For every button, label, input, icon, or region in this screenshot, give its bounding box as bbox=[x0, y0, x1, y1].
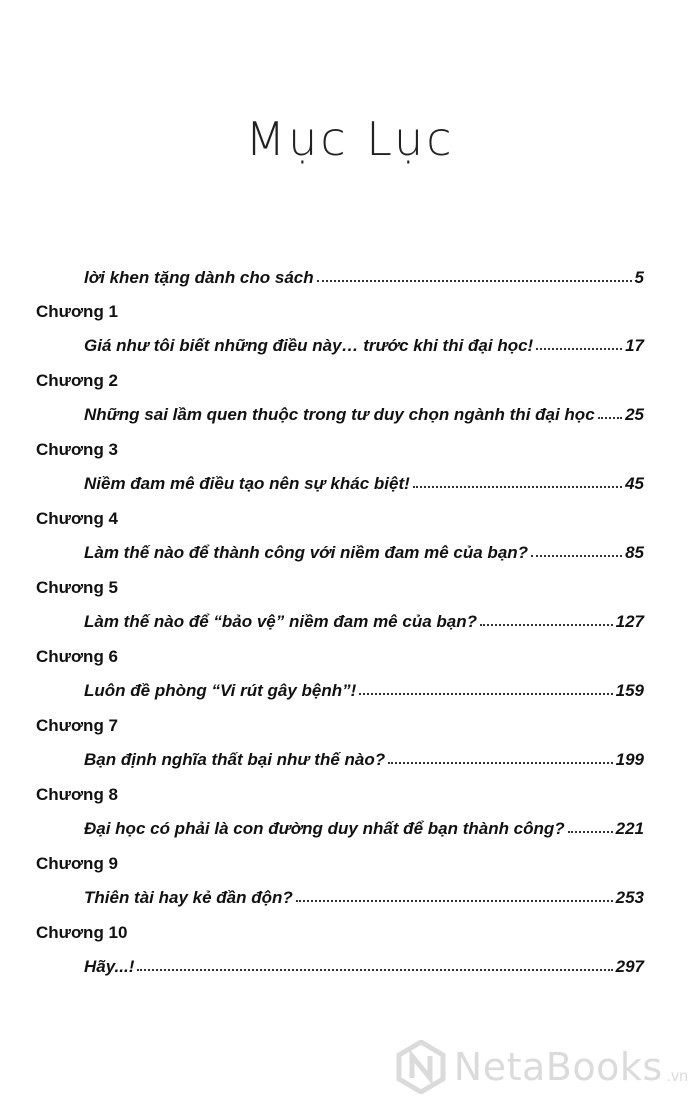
toc-entry-page: 159 bbox=[615, 681, 644, 700]
toc-entry-page: 199 bbox=[615, 750, 644, 769]
chapter-heading: Chương 10 bbox=[36, 923, 128, 942]
toc-entry[interactable] bbox=[84, 395, 644, 425]
toc-entry-text: Làm thế nào để thành công với niềm đam mê của bạn? bbox=[84, 543, 529, 562]
chapter-heading: Chương 4 bbox=[36, 509, 119, 528]
page-title: Mục Lục bbox=[245, 112, 455, 166]
watermark bbox=[396, 1040, 688, 1094]
toc-entry-text: Niềm đam mê điều tạo nên sự khác biệt! bbox=[84, 474, 410, 493]
chapter-heading: Chương 5 bbox=[36, 578, 119, 597]
toc-entry-page: 25 bbox=[625, 405, 644, 424]
toc-entry[interactable] bbox=[84, 878, 644, 908]
chapter-heading: Chương 9 bbox=[36, 854, 119, 873]
toc-entry-page: 45 bbox=[625, 474, 644, 493]
toc-entry[interactable] bbox=[84, 947, 644, 977]
toc-entry-text: Bạn định nghĩa thất bại như thế nào? bbox=[84, 750, 386, 769]
toc-entry-text: Thiên tài hay kẻ đần độn? bbox=[84, 888, 293, 907]
watermark-brand: NetaBooks bbox=[453, 1045, 663, 1089]
toc-entry[interactable] bbox=[84, 464, 644, 494]
toc-entry-text: Hãy...! bbox=[84, 957, 135, 976]
toc-entry-text: lời khen tặng dành cho sách bbox=[84, 268, 314, 287]
toc-entry-page: 85 bbox=[625, 543, 644, 562]
toc-entry-page: 17 bbox=[625, 336, 644, 355]
toc-entry[interactable] bbox=[84, 740, 644, 770]
toc-entry-page: 221 bbox=[615, 819, 644, 838]
toc-entry[interactable] bbox=[84, 326, 644, 356]
dot-leader bbox=[568, 831, 613, 833]
toc-entry-page: 127 bbox=[615, 612, 644, 631]
chapter-heading: Chương 1 bbox=[36, 302, 119, 321]
toc-entry-page: 253 bbox=[615, 888, 644, 907]
toc-entry[interactable] bbox=[84, 258, 644, 288]
toc-entry-text: Những sai lầm quen thuộc trong tư duy chọn ngành thi đại học bbox=[84, 405, 595, 424]
dot-leader bbox=[296, 900, 613, 902]
dot-leader bbox=[359, 693, 612, 695]
dot-leader bbox=[137, 969, 612, 971]
dot-leader bbox=[531, 555, 622, 557]
dot-leader bbox=[536, 348, 622, 350]
chapter-heading: Chương 8 bbox=[36, 785, 119, 804]
toc-entry-text: Giá như tôi biết những điều này… trước khi thi đại học! bbox=[84, 336, 534, 355]
toc-entry[interactable] bbox=[84, 809, 644, 839]
watermark-tld: .vn bbox=[666, 1068, 688, 1085]
toc-entry[interactable] bbox=[84, 602, 644, 632]
toc-entry-page: 297 bbox=[615, 957, 644, 976]
chapter-heading: Chương 3 bbox=[36, 440, 119, 459]
dot-leader bbox=[413, 486, 622, 488]
chapter-heading: Chương 6 bbox=[36, 647, 119, 666]
toc-entry[interactable] bbox=[84, 671, 644, 701]
dot-leader bbox=[388, 762, 613, 764]
toc-entry-text: Đại học có phải là con đường duy nhất để bạn thành công? bbox=[84, 819, 565, 838]
toc-entry-text: Luôn đề phòng “Vi rút gây bệnh”! bbox=[84, 681, 357, 700]
dot-leader bbox=[598, 417, 622, 419]
chapter-heading: Chương 2 bbox=[36, 371, 119, 390]
netabooks-logo-icon bbox=[396, 1040, 446, 1094]
dot-leader bbox=[317, 280, 632, 282]
toc-entry[interactable] bbox=[84, 533, 644, 563]
chapter-heading: Chương 7 bbox=[36, 716, 119, 735]
dot-leader bbox=[480, 624, 613, 626]
toc-entry-page: 5 bbox=[634, 268, 644, 287]
toc-entry-text: Làm thế nào để “bảo vệ” niềm đam mê của bạn? bbox=[84, 612, 477, 631]
